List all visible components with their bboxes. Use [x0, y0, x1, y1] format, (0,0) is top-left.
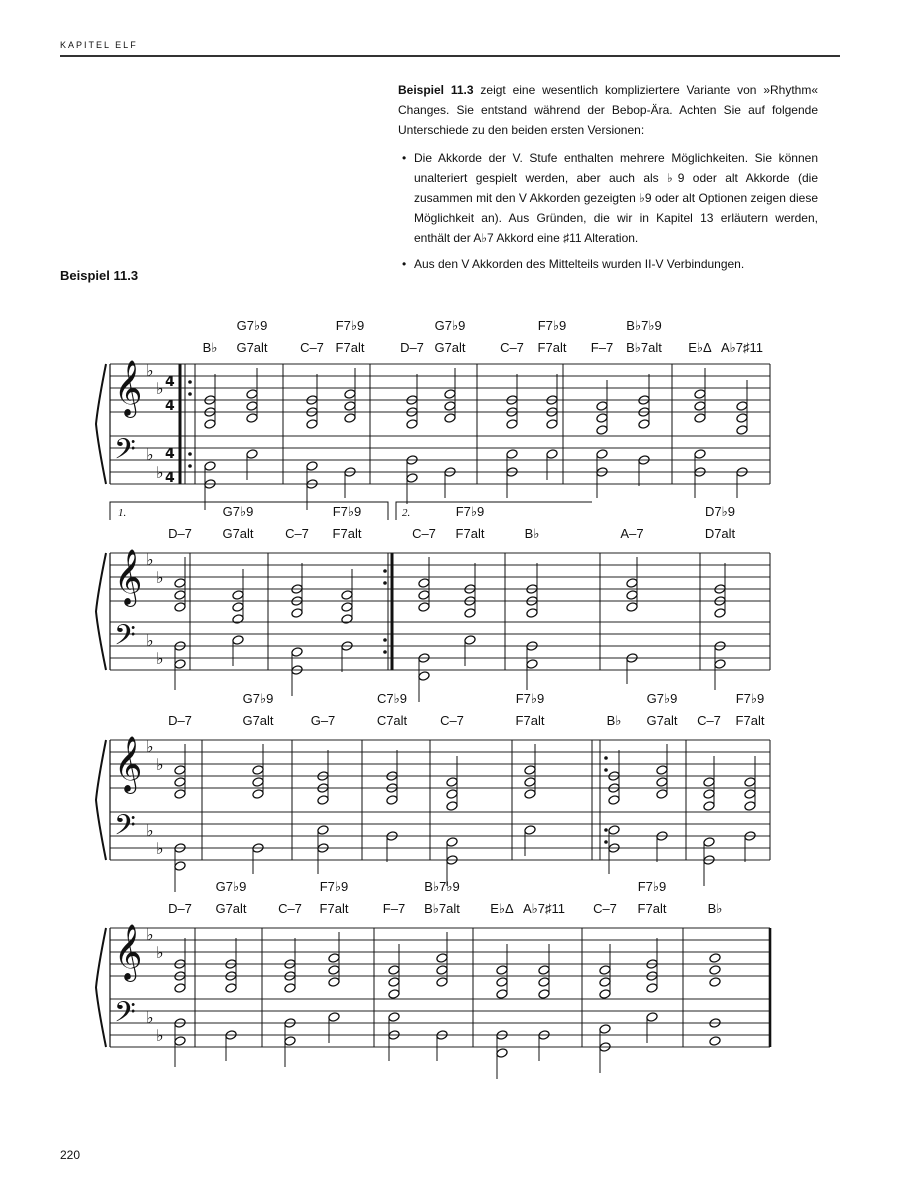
note-head: [252, 789, 264, 800]
note-chord: [436, 1030, 448, 1061]
note-head: [626, 602, 638, 613]
note-head: [626, 590, 638, 601]
note-head: [306, 419, 318, 430]
note-chord: [638, 455, 650, 486]
repeat-dot: [604, 840, 608, 844]
note-head: [608, 795, 620, 806]
note-head: [744, 777, 756, 788]
note-head: [656, 777, 668, 788]
note-chord: [506, 374, 518, 429]
note-head: [694, 413, 706, 424]
note-head: [599, 1024, 611, 1035]
note-head: [204, 419, 216, 430]
note-chord: [526, 563, 538, 618]
note-head: [246, 449, 258, 460]
chord-symbol: F–7: [590, 340, 614, 355]
chord-symbol: B♭7alt: [626, 340, 662, 355]
chord-symbol-alt: G7♭9: [222, 504, 254, 519]
note-head: [252, 777, 264, 788]
note-chord: [714, 563, 726, 618]
chord-symbol: G7alt: [236, 340, 268, 355]
note-head: [496, 965, 508, 976]
bass-clef-icon: 𝄢: [114, 433, 136, 473]
note-head: [291, 608, 303, 619]
chord-symbol: A–7: [620, 526, 644, 541]
note-head: [646, 1012, 658, 1023]
note-head: [703, 801, 715, 812]
chord-symbol-alt: F7♭9: [335, 318, 365, 333]
note-chord: [284, 1018, 296, 1067]
note-head: [291, 647, 303, 658]
chord-symbol: D7alt: [704, 526, 736, 541]
chord-symbol: C7alt: [376, 713, 408, 728]
note-head: [694, 449, 706, 460]
flat-icon: ♭: [156, 463, 164, 482]
chord-symbol: B♭: [606, 713, 622, 728]
bass-clef-icon: 𝄢: [114, 809, 136, 849]
chord-symbol-alt: F7♭9: [515, 691, 545, 706]
note-head: [446, 789, 458, 800]
note-head: [174, 983, 186, 994]
note-head: [709, 965, 721, 976]
treble-clef-icon: 𝄞: [114, 360, 143, 416]
note-chord: [538, 1030, 550, 1061]
note-head: [736, 401, 748, 412]
note-head: [386, 795, 398, 806]
note-head: [444, 413, 456, 424]
note-chord: [386, 750, 398, 805]
note-chord: [646, 1012, 658, 1043]
note-head: [638, 419, 650, 430]
chord-symbol: G7alt: [646, 713, 678, 728]
note-chord: [406, 455, 418, 504]
note-chord: [709, 1018, 721, 1047]
note-head: [526, 659, 538, 670]
repeat-dot: [188, 392, 192, 396]
note-head: [174, 777, 186, 788]
chord-symbol: G7alt: [222, 526, 254, 541]
brace: [96, 928, 106, 1047]
note-head: [714, 608, 726, 619]
note-head: [656, 789, 668, 800]
note-head: [418, 590, 430, 601]
note-chord: [638, 374, 650, 429]
note-head: [306, 461, 318, 472]
note-chord: [174, 938, 186, 993]
note-chord: [464, 563, 476, 618]
note-head: [232, 590, 244, 601]
repeat-dot: [188, 380, 192, 384]
flat-icon: ♭: [146, 737, 154, 756]
note-head: [464, 635, 476, 646]
time-sig-top: 4: [165, 374, 175, 390]
note-chord: [317, 825, 329, 874]
chord-symbol: F7alt: [735, 713, 765, 728]
note-chord: [736, 467, 748, 498]
chord-symbol: G–7: [310, 713, 336, 728]
brace: [96, 740, 106, 860]
note-chord: [204, 374, 216, 429]
note-chord: [306, 374, 318, 429]
repeat-dot: [188, 452, 192, 456]
chord-symbol: G7alt: [215, 901, 247, 916]
note-head: [608, 825, 620, 836]
note-head: [596, 449, 608, 460]
chord-symbol-alt: F7♭9: [319, 879, 349, 894]
flat-icon: ♭: [146, 550, 154, 569]
note-head: [344, 413, 356, 424]
list-item: • Aus den V Akkorden des Mittelteils wurden II-V Verbindungen.: [398, 254, 818, 274]
note-chord: [546, 449, 558, 480]
note-chord: [225, 1030, 237, 1061]
note-chord: [526, 641, 538, 690]
repeat-dot: [383, 650, 387, 654]
note-head: [596, 413, 608, 424]
note-head: [341, 602, 353, 613]
chord-symbol-alt: B♭7♭9: [424, 879, 460, 894]
note-head: [656, 765, 668, 776]
note-chord: [506, 449, 518, 498]
intro-lead-bold: Beispiel 11.3: [398, 83, 474, 97]
flat-icon: ♭: [156, 379, 164, 398]
note-head: [744, 801, 756, 812]
flat-icon: ♭: [156, 568, 164, 587]
repeat-dot: [604, 828, 608, 832]
note-chord: [246, 449, 258, 480]
note-chord: [599, 1024, 611, 1073]
flat-icon: ♭: [156, 649, 164, 668]
example-label: Beispiel 11.3: [60, 268, 139, 283]
note-head: [524, 777, 536, 788]
note-head: [596, 425, 608, 436]
flat-icon: ♭: [146, 925, 154, 944]
note-chord: [444, 467, 456, 498]
note-head: [506, 449, 518, 460]
note-chord: [608, 825, 620, 874]
chord-symbol-alt: F7♭9: [537, 318, 567, 333]
note-head: [709, 953, 721, 964]
chord-symbol-alt: G7♭9: [646, 691, 678, 706]
note-head: [252, 765, 264, 776]
chord-symbol: C–7: [697, 713, 721, 728]
note-head: [344, 389, 356, 400]
chord-symbol-alt: G7♭9: [236, 318, 268, 333]
chord-symbol: E♭Δ: [688, 340, 712, 355]
chord-symbol: F7alt: [335, 340, 365, 355]
note-head: [246, 401, 258, 412]
chord-symbol: A♭7♯11: [522, 901, 566, 916]
note-head: [714, 659, 726, 670]
note-chord: [656, 831, 668, 862]
flat-icon: ♭: [156, 943, 164, 962]
chord-symbol: C–7: [278, 901, 302, 916]
list-item: • Die Akkorde der V. Stufe enthalten mehrere Möglichkeiten. Sie können unalteriert gespielt werden, aber auch als ♭9 oder alt Akkorde (die zusammen mit den V Akkorden gezeigten ♭9 oder alt Optionen zeigen diese Möglichkeit an). Aus Gründen, die wir in Kapitel 13 erläutern werden, enthält der A♭7 Akkord eine ♯11 Alteration.: [398, 148, 818, 248]
repeat-dot: [383, 569, 387, 573]
note-head: [736, 413, 748, 424]
note-head: [694, 389, 706, 400]
note-chord: [524, 825, 536, 856]
note-chord: [703, 837, 715, 886]
note-chord: [284, 938, 296, 993]
note-chord: [646, 938, 658, 993]
chord-symbol-alt: F7♭9: [332, 504, 362, 519]
note-head: [646, 983, 658, 994]
note-head: [524, 765, 536, 776]
note-chord: [714, 641, 726, 690]
treble-clef-icon: 𝄞: [114, 549, 143, 605]
page-number: 220: [60, 1148, 81, 1162]
chord-symbol: B♭: [524, 526, 540, 541]
note-chord: [328, 1012, 340, 1043]
chord-symbol-alt: B♭7♭9: [626, 318, 662, 333]
chord-symbol: C–7: [440, 713, 464, 728]
note-chord: [388, 1012, 400, 1061]
note-head: [246, 389, 258, 400]
chord-symbol: F7alt: [319, 901, 349, 916]
chord-symbol-alt: G7♭9: [242, 691, 274, 706]
flat-icon: ♭: [156, 1026, 164, 1045]
note-head: [174, 590, 186, 601]
note-chord: [694, 449, 706, 498]
note-head: [506, 419, 518, 430]
chord-symbol: D–7: [168, 713, 192, 728]
note-head: [436, 953, 448, 964]
repeat-dot: [604, 768, 608, 772]
flat-icon: ♭: [156, 755, 164, 774]
note-head: [174, 765, 186, 776]
repeat-dot: [604, 756, 608, 760]
note-head: [328, 977, 340, 988]
note-head: [388, 965, 400, 976]
repeat-dot: [383, 581, 387, 585]
chord-symbol-alt: G7♭9: [215, 879, 247, 894]
note-head: [328, 965, 340, 976]
note-chord: [709, 953, 721, 988]
note-head: [524, 789, 536, 800]
chord-symbol: B♭: [707, 901, 723, 916]
note-head: [317, 825, 329, 836]
note-head: [328, 1012, 340, 1023]
chord-symbol: D–7: [400, 340, 424, 355]
note-head: [736, 425, 748, 436]
ending-bracket-2: [396, 502, 592, 520]
note-head: [546, 449, 558, 460]
note-head: [436, 965, 448, 976]
chord-symbol: G7alt: [242, 713, 274, 728]
note-chord: [744, 831, 756, 862]
time-sig-bottom: 4: [165, 398, 175, 414]
note-chord: [174, 1018, 186, 1067]
note-head: [599, 977, 611, 988]
note-head: [388, 977, 400, 988]
note-head: [246, 413, 258, 424]
note-head: [284, 983, 296, 994]
ending-1-label: 1.: [118, 507, 127, 519]
chord-symbol-alt: F7♭9: [735, 691, 765, 706]
chord-symbol: D–7: [168, 901, 192, 916]
flat-icon: ♭: [146, 445, 154, 464]
note-head: [444, 401, 456, 412]
note-head: [496, 1048, 508, 1059]
chord-symbol: C–7: [593, 901, 617, 916]
note-head: [174, 578, 186, 589]
note-chord: [291, 647, 303, 696]
note-head: [496, 989, 508, 1000]
note-head: [406, 419, 418, 430]
chord-symbol-alt: G7♭9: [434, 318, 466, 333]
note-chord: [174, 641, 186, 690]
note-chord: [626, 653, 638, 684]
note-head: [538, 965, 550, 976]
note-head: [599, 965, 611, 976]
note-head: [599, 989, 611, 1000]
flat-icon: ♭: [146, 361, 154, 380]
note-head: [174, 1036, 186, 1047]
chord-symbol: G7alt: [434, 340, 466, 355]
note-chord: [174, 843, 186, 892]
note-head: [284, 1036, 296, 1047]
intro-lead-text: zeigt eine wesentlich kompliziertere Variante von »Rhythm« Changes. Sie entstand während der Bebop-Ära. Achten Sie auf folgende Unterschiede zu den beiden ersten Versionen:: [398, 83, 819, 137]
note-head: [225, 983, 237, 994]
note-chord: [232, 635, 244, 666]
note-head: [496, 977, 508, 988]
treble-clef-icon: 𝄞: [114, 924, 143, 980]
note-head: [341, 590, 353, 601]
note-chord: [418, 653, 430, 702]
note-chord: [252, 843, 264, 874]
note-head: [406, 473, 418, 484]
note-head: [464, 608, 476, 619]
note-head: [694, 401, 706, 412]
chord-symbol-alt: F7♭9: [637, 879, 667, 894]
note-head: [446, 801, 458, 812]
note-head: [626, 578, 638, 589]
chord-symbol-alt: C7♭9: [377, 691, 407, 706]
flat-icon: ♭: [146, 821, 154, 840]
repeat-dot: [383, 638, 387, 642]
note-head: [546, 419, 558, 430]
note-head: [174, 789, 186, 800]
note-head: [174, 659, 186, 670]
chord-symbol: C–7: [285, 526, 309, 541]
treble-clef-icon: 𝄞: [114, 736, 143, 792]
note-head: [418, 578, 430, 589]
note-head: [388, 989, 400, 1000]
note-head: [328, 953, 340, 964]
note-head: [538, 989, 550, 1000]
chord-symbol: F7alt: [332, 526, 362, 541]
chord-symbol: C–7: [412, 526, 436, 541]
chord-symbol: C–7: [500, 340, 524, 355]
note-head: [436, 977, 448, 988]
note-chord: [464, 635, 476, 666]
repeat-dot: [188, 464, 192, 468]
note-head: [232, 635, 244, 646]
chord-symbol: F7alt: [637, 901, 667, 916]
note-chord: [608, 750, 620, 805]
brace: [96, 553, 106, 670]
note-head: [174, 861, 186, 872]
brace: [96, 364, 106, 484]
note-chord: [546, 374, 558, 429]
note-chord: [341, 641, 353, 672]
note-head: [526, 608, 538, 619]
note-chord: [291, 563, 303, 618]
note-head: [524, 825, 536, 836]
note-chord: [596, 449, 608, 498]
chord-symbol: A♭7♯11: [720, 340, 764, 355]
flat-icon: ♭: [146, 631, 154, 650]
note-head: [174, 602, 186, 613]
note-head: [703, 777, 715, 788]
chord-symbol: F7alt: [515, 713, 545, 728]
chord-symbol: B♭: [202, 340, 218, 355]
note-head: [418, 671, 430, 682]
note-chord: [344, 467, 356, 498]
note-head: [703, 837, 715, 848]
note-head: [703, 789, 715, 800]
note-head: [709, 1036, 721, 1047]
note-chord: [225, 938, 237, 993]
note-head: [596, 401, 608, 412]
ending-2-label: 2.: [402, 507, 411, 519]
note-head: [232, 614, 244, 625]
note-chord: [317, 750, 329, 805]
note-head: [446, 777, 458, 788]
flat-icon: ♭: [156, 839, 164, 858]
note-chord: [306, 461, 318, 510]
note-head: [446, 837, 458, 848]
note-head: [204, 461, 216, 472]
note-head: [388, 1012, 400, 1023]
bass-clef-icon: 𝄢: [114, 996, 136, 1036]
note-chord: [204, 461, 216, 510]
time-sig-top: 4: [165, 446, 175, 462]
note-head: [744, 789, 756, 800]
note-head: [418, 602, 430, 613]
chord-symbol: D–7: [168, 526, 192, 541]
chord-symbol: F7alt: [455, 526, 485, 541]
note-chord: [496, 1030, 508, 1079]
chord-symbol: B♭7alt: [424, 901, 460, 916]
chord-symbol: F–7: [382, 901, 406, 916]
note-chord: [386, 831, 398, 862]
note-head: [444, 389, 456, 400]
note-head: [341, 614, 353, 625]
note-head: [232, 602, 244, 613]
chapter-header: KAPITEL ELF: [60, 40, 138, 50]
note-head: [317, 795, 329, 806]
chord-symbol-alt: D7♭9: [705, 504, 735, 519]
note-head: [709, 977, 721, 988]
bass-clef-icon: 𝄢: [114, 619, 136, 659]
flat-icon: ♭: [146, 1008, 154, 1027]
time-sig-bottom: 4: [165, 470, 175, 486]
chord-symbol: C–7: [300, 340, 324, 355]
chord-symbol: F7alt: [537, 340, 567, 355]
note-chord: [406, 374, 418, 429]
chord-symbol-alt: F7♭9: [455, 504, 485, 519]
note-head: [538, 977, 550, 988]
chord-symbol: E♭Δ: [490, 901, 514, 916]
note-head: [344, 401, 356, 412]
